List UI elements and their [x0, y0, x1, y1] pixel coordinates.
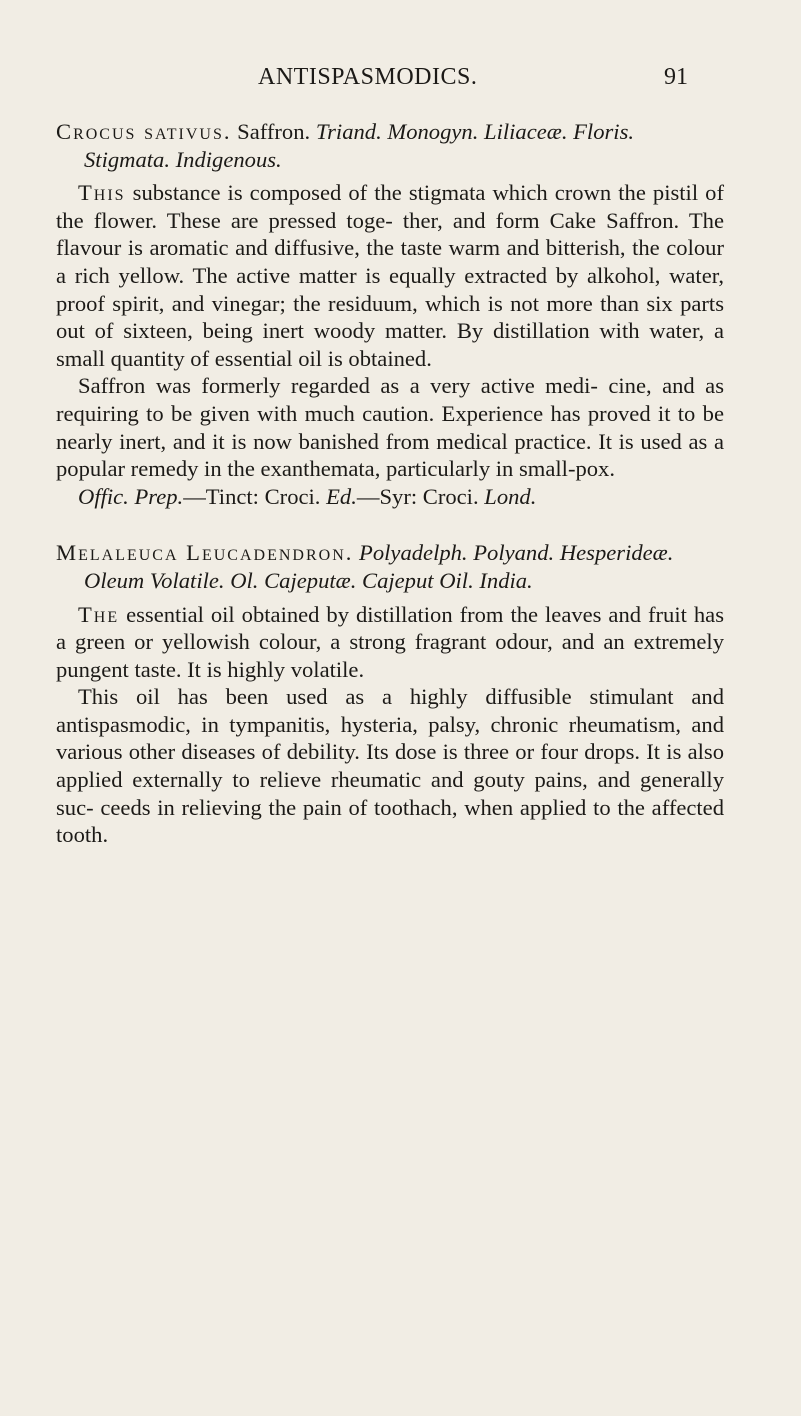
- officinal-preparations: [56, 483, 724, 511]
- paragraph-text: essential oil obtained by distillation from the leaves and fruit has a green or yellowish colour, a strong fragrant odour, and an extremely pungent taste. It is highly volatile.: [56, 601, 724, 682]
- entry-melaleuca-leucadendron: [56, 539, 724, 849]
- paragraph: [56, 601, 724, 684]
- offic-label: Offic. Prep.: [78, 483, 184, 509]
- offic-source: Lond.: [484, 483, 537, 509]
- entry-heading: [56, 118, 724, 173]
- paragraph: This oil has been used as a highly diffusible stimulant and antispasmodic, in tympanitis, hysteria, palsy, chronic rheumatism, and various other diseases of debility. Its dose is three or four drops. It is also applied externally to relieve rheumatic and gouty pains, and generally suc- ceeds in relieving the pain of toothach, when applied to the affected tooth.: [56, 684, 724, 848]
- paragraph-text: substance is composed of the stigmata which crown the pistil of the flower. These are pressed toge- ther, and form Cake Saffron. The flavour is aromatic and diffusive, the taste warm and bitterish, the colour a rich yellow. The active matter is equally extracted by alkohol, water, proof spirit, and vinegar; the residuum, which is not more than six parts out of sixteen, being inert woody matter. By distillation with water, a small quantity of essential oil is obtained.: [56, 180, 724, 371]
- classification: Triand. Monogyn. Liliaceæ. Floris. Stigmata. Indigenous.: [84, 119, 635, 172]
- offic-item: —Syr: Croci.: [356, 483, 485, 509]
- botanical-name: Crocus sativus.: [56, 119, 232, 144]
- paragraph-lead-word: This: [78, 180, 126, 206]
- botanical-name: Melaleuca Leucadendron.: [56, 540, 354, 566]
- running-head: [0, 60, 801, 100]
- running-head-title: ANTISPASMODICS.: [258, 64, 478, 90]
- paragraph: [56, 179, 724, 372]
- offic-source: Ed.: [326, 483, 357, 509]
- paragraph-lead-word: The: [78, 601, 120, 627]
- body-text: [56, 118, 724, 849]
- entry-crocus-sativus: [56, 118, 724, 510]
- offic-item: —Tinct: Croci.: [183, 483, 327, 509]
- paragraph: Saffron was formerly regarded as a very active medi- cine, and as requiring to be given with much caution. Experience has proved it to be nearly inert, and it is now banished from medical practice. It is used as a popular remedy in the exanthemata, particularly in small-pox.: [56, 373, 724, 482]
- common-name: Saffron.: [231, 119, 316, 144]
- page-number: 91: [664, 64, 688, 90]
- classification: Polyadelph. Polyand. Hesperideæ. Oleum Volatile. Ol. Cajeputæ. Cajeput Oil. India.: [84, 540, 674, 593]
- entry-heading: [56, 539, 724, 594]
